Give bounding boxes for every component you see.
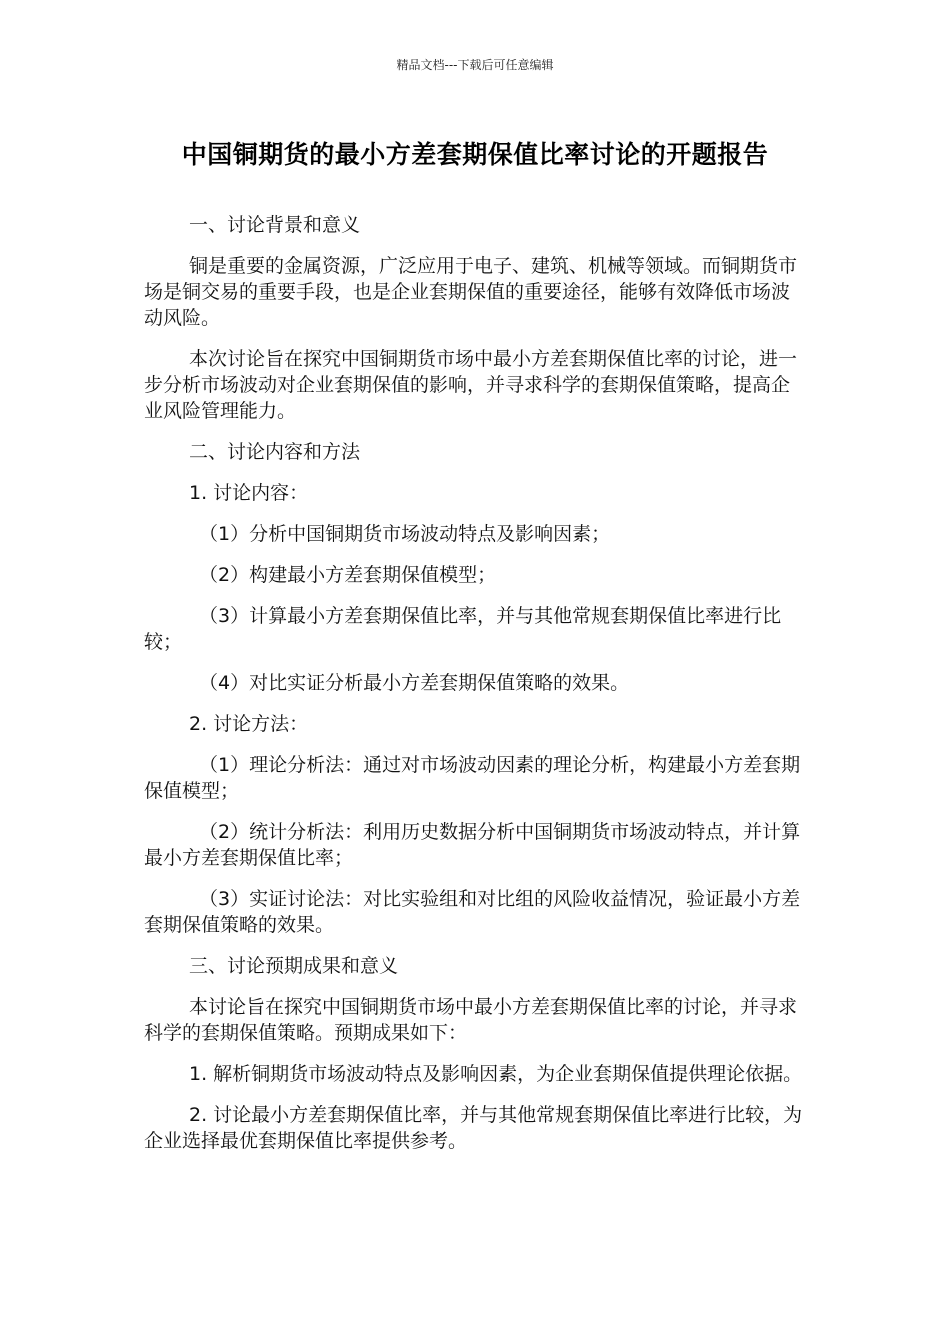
section-heading-2: 二、讨论内容和方法 — [189, 441, 361, 463]
paragraph: 本讨论旨在探究中国铜期货市场中最小方差套期保值比率的讨论，并寻求科学的套期保值策略。预期成果如下： — [144, 996, 798, 1044]
paragraph: 铜是重要的金属资源，广泛应用于电子、建筑、机械等领域。而铜期货市场是铜交易的重要手段，也是企业套期保值的重要途径，能够有效降低市场波动风险。 — [144, 255, 798, 329]
section-heading-1: 一、讨论背景和意义 — [189, 214, 361, 236]
list-item: （2）构建最小方差套期保值模型； — [199, 564, 497, 586]
paragraph: 本次讨论旨在探究中国铜期货市场中最小方差套期保值比率的讨论，进一步分析市场波动对企业套期保值的影响，并寻求科学的套期保值策略，提高企业风险管理能力。 — [144, 348, 798, 422]
expected-outcome-item: 2. 讨论最小方差套期保值比率，并与其他常规套期保值比率进行比较，为企业选择最优套期保值比率提供参考。 — [144, 1104, 803, 1152]
list-item: （1）理论分析法：通过对市场波动因素的理论分析，构建最小方差套期保值模型； — [144, 754, 801, 802]
expected-outcome-item: 1. 解析铜期货市场波动特点及影响因素，为企业套期保值提供理论依据。 — [189, 1063, 803, 1085]
list-item: （1）分析中国铜期货市场波动特点及影响因素； — [199, 523, 611, 545]
subsection-label: 2. 讨论方法： — [189, 713, 309, 735]
subsection-label: 1. 讨论内容： — [189, 482, 309, 504]
list-item: （2）统计分析法：利用历史数据分析中国铜期货市场波动特点，并计算最小方差套期保值比率； — [144, 821, 801, 869]
section-heading-3: 三、讨论预期成果和意义 — [189, 955, 399, 977]
list-item: （3）实证讨论法：对比实验组和对比组的风险收益情况，验证最小方差套期保值策略的效果。 — [144, 888, 801, 936]
header-note: 精品文档---下载后可任意编辑 — [396, 58, 554, 72]
document-title: 中国铜期货的最小方差套期保值比率讨论的开题报告 — [181, 140, 769, 169]
list-item: （3）计算最小方差套期保值比率，并与其他常规套期保值比率进行比较； — [144, 605, 782, 653]
document-body — [144, 212, 806, 1169]
list-item: （4）对比实证分析最小方差套期保值策略的效果。 — [199, 672, 630, 694]
